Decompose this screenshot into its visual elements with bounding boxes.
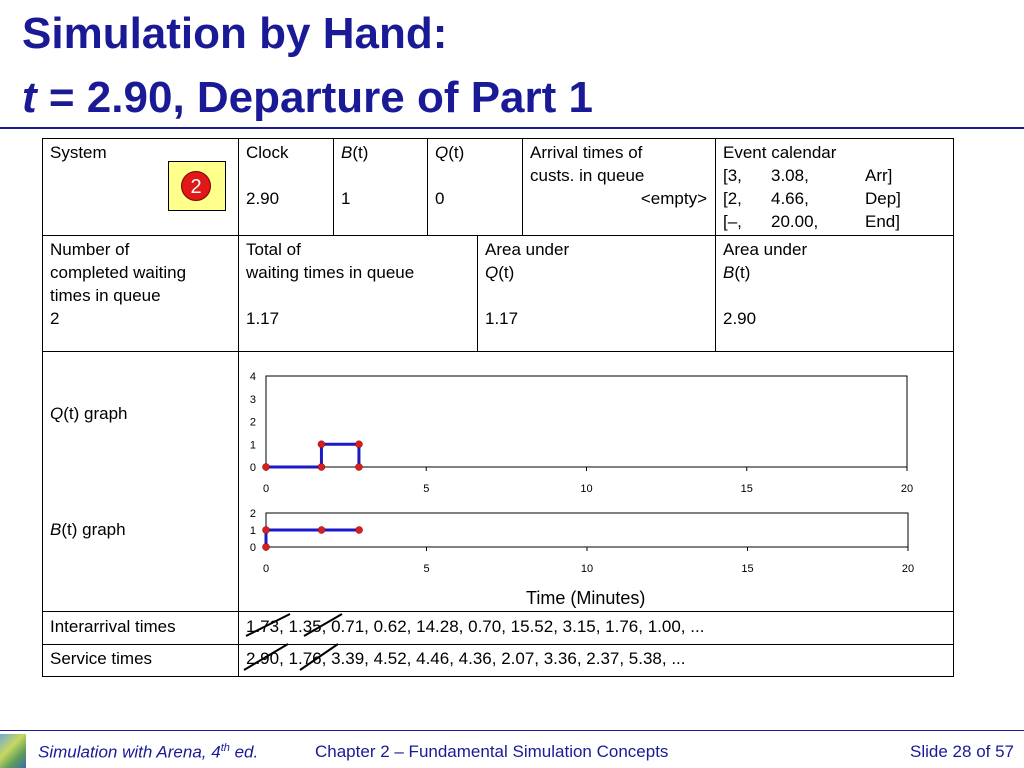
arrival-value: <empty> — [640, 189, 707, 208]
x-tick-label: 10 — [580, 483, 593, 495]
x-tick-label: 10 — [580, 563, 594, 575]
num-completed-cell: Number of completed waiting times in queue 2 — [50, 240, 187, 328]
server-status-circle: 2 — [181, 171, 211, 201]
y-tick-label: 4 — [249, 371, 256, 383]
arena-logo — [0, 734, 26, 768]
system-label: System — [50, 143, 107, 162]
arrival-label-2: custs. in queue — [530, 166, 645, 185]
row-divider-2 — [42, 351, 954, 352]
data-point — [263, 544, 270, 551]
col-divider-main — [238, 138, 239, 677]
x-tick-label: 15 — [740, 483, 753, 495]
system-badge — [168, 161, 226, 211]
event-calendar-label: Event calendar — [723, 143, 837, 162]
arrival-label-1: Arrival times of — [530, 143, 643, 162]
title-rest: = 2.90, Departure of Part 1 — [36, 73, 593, 122]
y-tick-label: 0 — [249, 542, 256, 554]
area-b-value: 2.90 — [723, 309, 757, 328]
title-rule — [0, 127, 1024, 129]
data-point — [318, 527, 325, 534]
slide-title-line2 — [22, 73, 593, 122]
series-line — [266, 530, 359, 547]
data-point — [355, 464, 362, 471]
footer-book: Simulation with Arena, 4th ed. — [38, 742, 259, 762]
x-tick-label: 5 — [423, 483, 430, 495]
x-tick-label: 20 — [901, 563, 915, 575]
qt-label: Q(t) — [435, 143, 465, 162]
strike-marks — [238, 610, 358, 680]
x-tick-label: 20 — [900, 483, 914, 495]
bt-chart — [240, 505, 940, 585]
y-tick-label: 1 — [249, 525, 256, 537]
total-wait-cell: Total of waiting times in queue 1.17 — [246, 240, 415, 328]
x-tick-label: 5 — [423, 563, 430, 575]
qt-cell — [427, 139, 472, 212]
num-completed-value: 2 — [50, 309, 60, 328]
y-tick-label: 3 — [249, 393, 256, 406]
interarrival-label: Interarrival times — [50, 617, 176, 636]
footer-slide-number: Slide 28 of 57 — [910, 742, 1014, 761]
y-tick-label: 0 — [249, 462, 256, 474]
x-tick-label: 15 — [741, 563, 754, 575]
clock-label: Clock — [246, 143, 289, 162]
service-label: Service times — [50, 649, 153, 668]
total-wait-value: 1.17 — [246, 309, 280, 328]
area-b-cell: Area under B(t) 2.90 — [723, 240, 808, 328]
strike-service-1 — [244, 644, 288, 670]
data-point — [318, 441, 325, 448]
qt-chart — [240, 363, 940, 513]
footer-chapter: Chapter 2 – Fundamental Simulation Concepts — [315, 742, 669, 761]
data-point — [356, 527, 363, 534]
data-point — [263, 527, 270, 534]
data-point — [263, 464, 270, 471]
data-point — [355, 441, 362, 448]
footer-rule — [0, 730, 1024, 731]
title-time-variable: t — [22, 73, 37, 122]
bt-graph-label: B(t) graph — [50, 520, 126, 539]
x-tick-label: 0 — [262, 563, 270, 575]
footer — [0, 730, 1024, 768]
arrival-times-cell — [522, 139, 715, 212]
strike-interarrival-1 — [246, 614, 290, 636]
interarrival-values: 1.73, 1.35, 0.71, 0.62, 14.28, 0.70, 15.52, 3.15, 1.76, 1.00, ... — [246, 617, 705, 636]
calendar-row: [3, — [723, 166, 742, 185]
strike-interarrival-2 — [304, 614, 342, 636]
bt-cell — [333, 139, 376, 212]
clock-cell — [238, 139, 297, 212]
bt-value: 1 — [341, 189, 351, 208]
slide-title-line1: Simulation by Hand: — [22, 9, 448, 58]
area-q-cell: Area under Q(t) 1.17 — [485, 240, 570, 328]
y-tick-label: 2 — [249, 508, 256, 520]
plot-area — [266, 376, 907, 467]
time-axis-label: Time (Minutes) — [526, 588, 646, 608]
qt-value: 0 — [435, 189, 445, 208]
service-values: 2.90, 1.76, 3.39, 4.52, 4.46, 4.36, 2.07, 3.36, 2.37, 5.38, ... — [246, 649, 686, 668]
series-line — [266, 444, 359, 467]
strike-service-2 — [300, 644, 338, 670]
calendar-row: [2, — [723, 189, 742, 208]
row-divider-3 — [42, 611, 954, 612]
calendar-row: [–, — [723, 212, 742, 231]
data-point — [318, 464, 325, 471]
bt-label: B(t) — [341, 143, 369, 162]
event-calendar-cell: Event calendar [3, 3.08, Arr] [2, 4.66, Dep] [–, 20.00, End] — [715, 139, 954, 235]
clock-value: 2.90 — [246, 189, 280, 208]
x-tick-label: 0 — [262, 483, 270, 495]
y-tick-label: 1 — [249, 439, 256, 452]
qt-graph-label: Q(t) graph — [50, 404, 128, 423]
area-q-value: 1.17 — [485, 309, 519, 328]
y-tick-label: 2 — [249, 416, 256, 429]
